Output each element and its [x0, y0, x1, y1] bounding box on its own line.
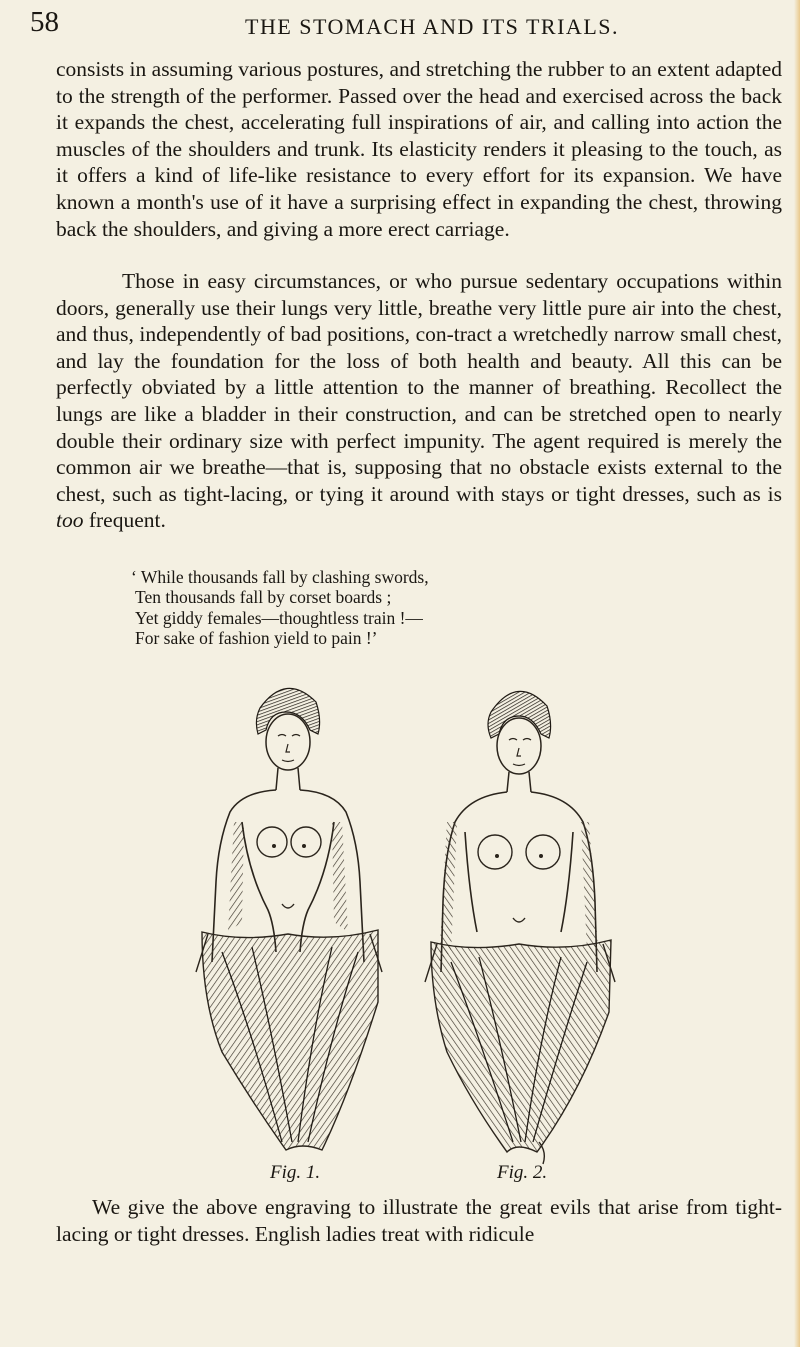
paragraph-3: We give the above engraving to illustrate the great evils that arise from tight-lacing or tight dresses. English ladies treat with ridicule [56, 1195, 782, 1246]
verse-line: Yet giddy females—thoughtless train !— [135, 607, 423, 628]
paragraph-2-emphasis: too [56, 508, 84, 533]
paragraph-2-end: frequent. [83, 508, 166, 533]
paragraph-2 [56, 268, 782, 534]
verse-line: For sake of fashion yield to pain !’ [135, 627, 378, 648]
engraving-figure-2 [421, 672, 619, 1168]
verse-line: Ten thousands fall by corset boards ; [135, 587, 392, 608]
engraving-figure-1 [182, 672, 394, 1168]
paragraph-1: consists in assuming various postures, and stretching the rubber to an extent adapted to the strength of the performer. Passed over the head and exercised across the back it expands the chest, accelerating full inspirations of air, and calling into action the muscles of the shoulders and trunk. Its elasticity renders it pleasing to the touch, as it offers a kind of life-like resistance to every effort for its expansion. We have known a month's use of it have a surprising effect in expanding the chest, throwing back the shoulders, and giving a more erect carriage. [56, 57, 782, 241]
verse-line: ‘ While thousands fall by clashing swords, [131, 567, 429, 587]
page-number: 58 [30, 6, 59, 38]
page-edge [794, 0, 800, 1347]
figure-2-caption: Fig. 2. [497, 1162, 548, 1183]
paragraph-2-text: Those in easy circumstances, or who pursue sedentary occupations within doors, generally use their lungs very little, breathe very little pure air into the chest, and thus, independently of bad positions, con-tract a wretchedly narrow small chest, and lay the foundation for the loss of both health and beauty. All this can be perfectly obviated by a little attention to the manner of breathing. Recollect the lungs are like a bladder in their construction, and can be stretched open to nearly double their ordinary size with perfect impunity. The agent required is merely the common air we breathe—that is, supposing that no obstacle exists external to the chest, such as tight-lacing, or tying it around with stays or tight dresses, such as is [56, 269, 782, 506]
running-title: THE STOMACH AND ITS TRIALS. [245, 14, 619, 39]
verse-quotation [131, 567, 429, 648]
figure-1-caption: Fig. 1. [270, 1162, 321, 1183]
